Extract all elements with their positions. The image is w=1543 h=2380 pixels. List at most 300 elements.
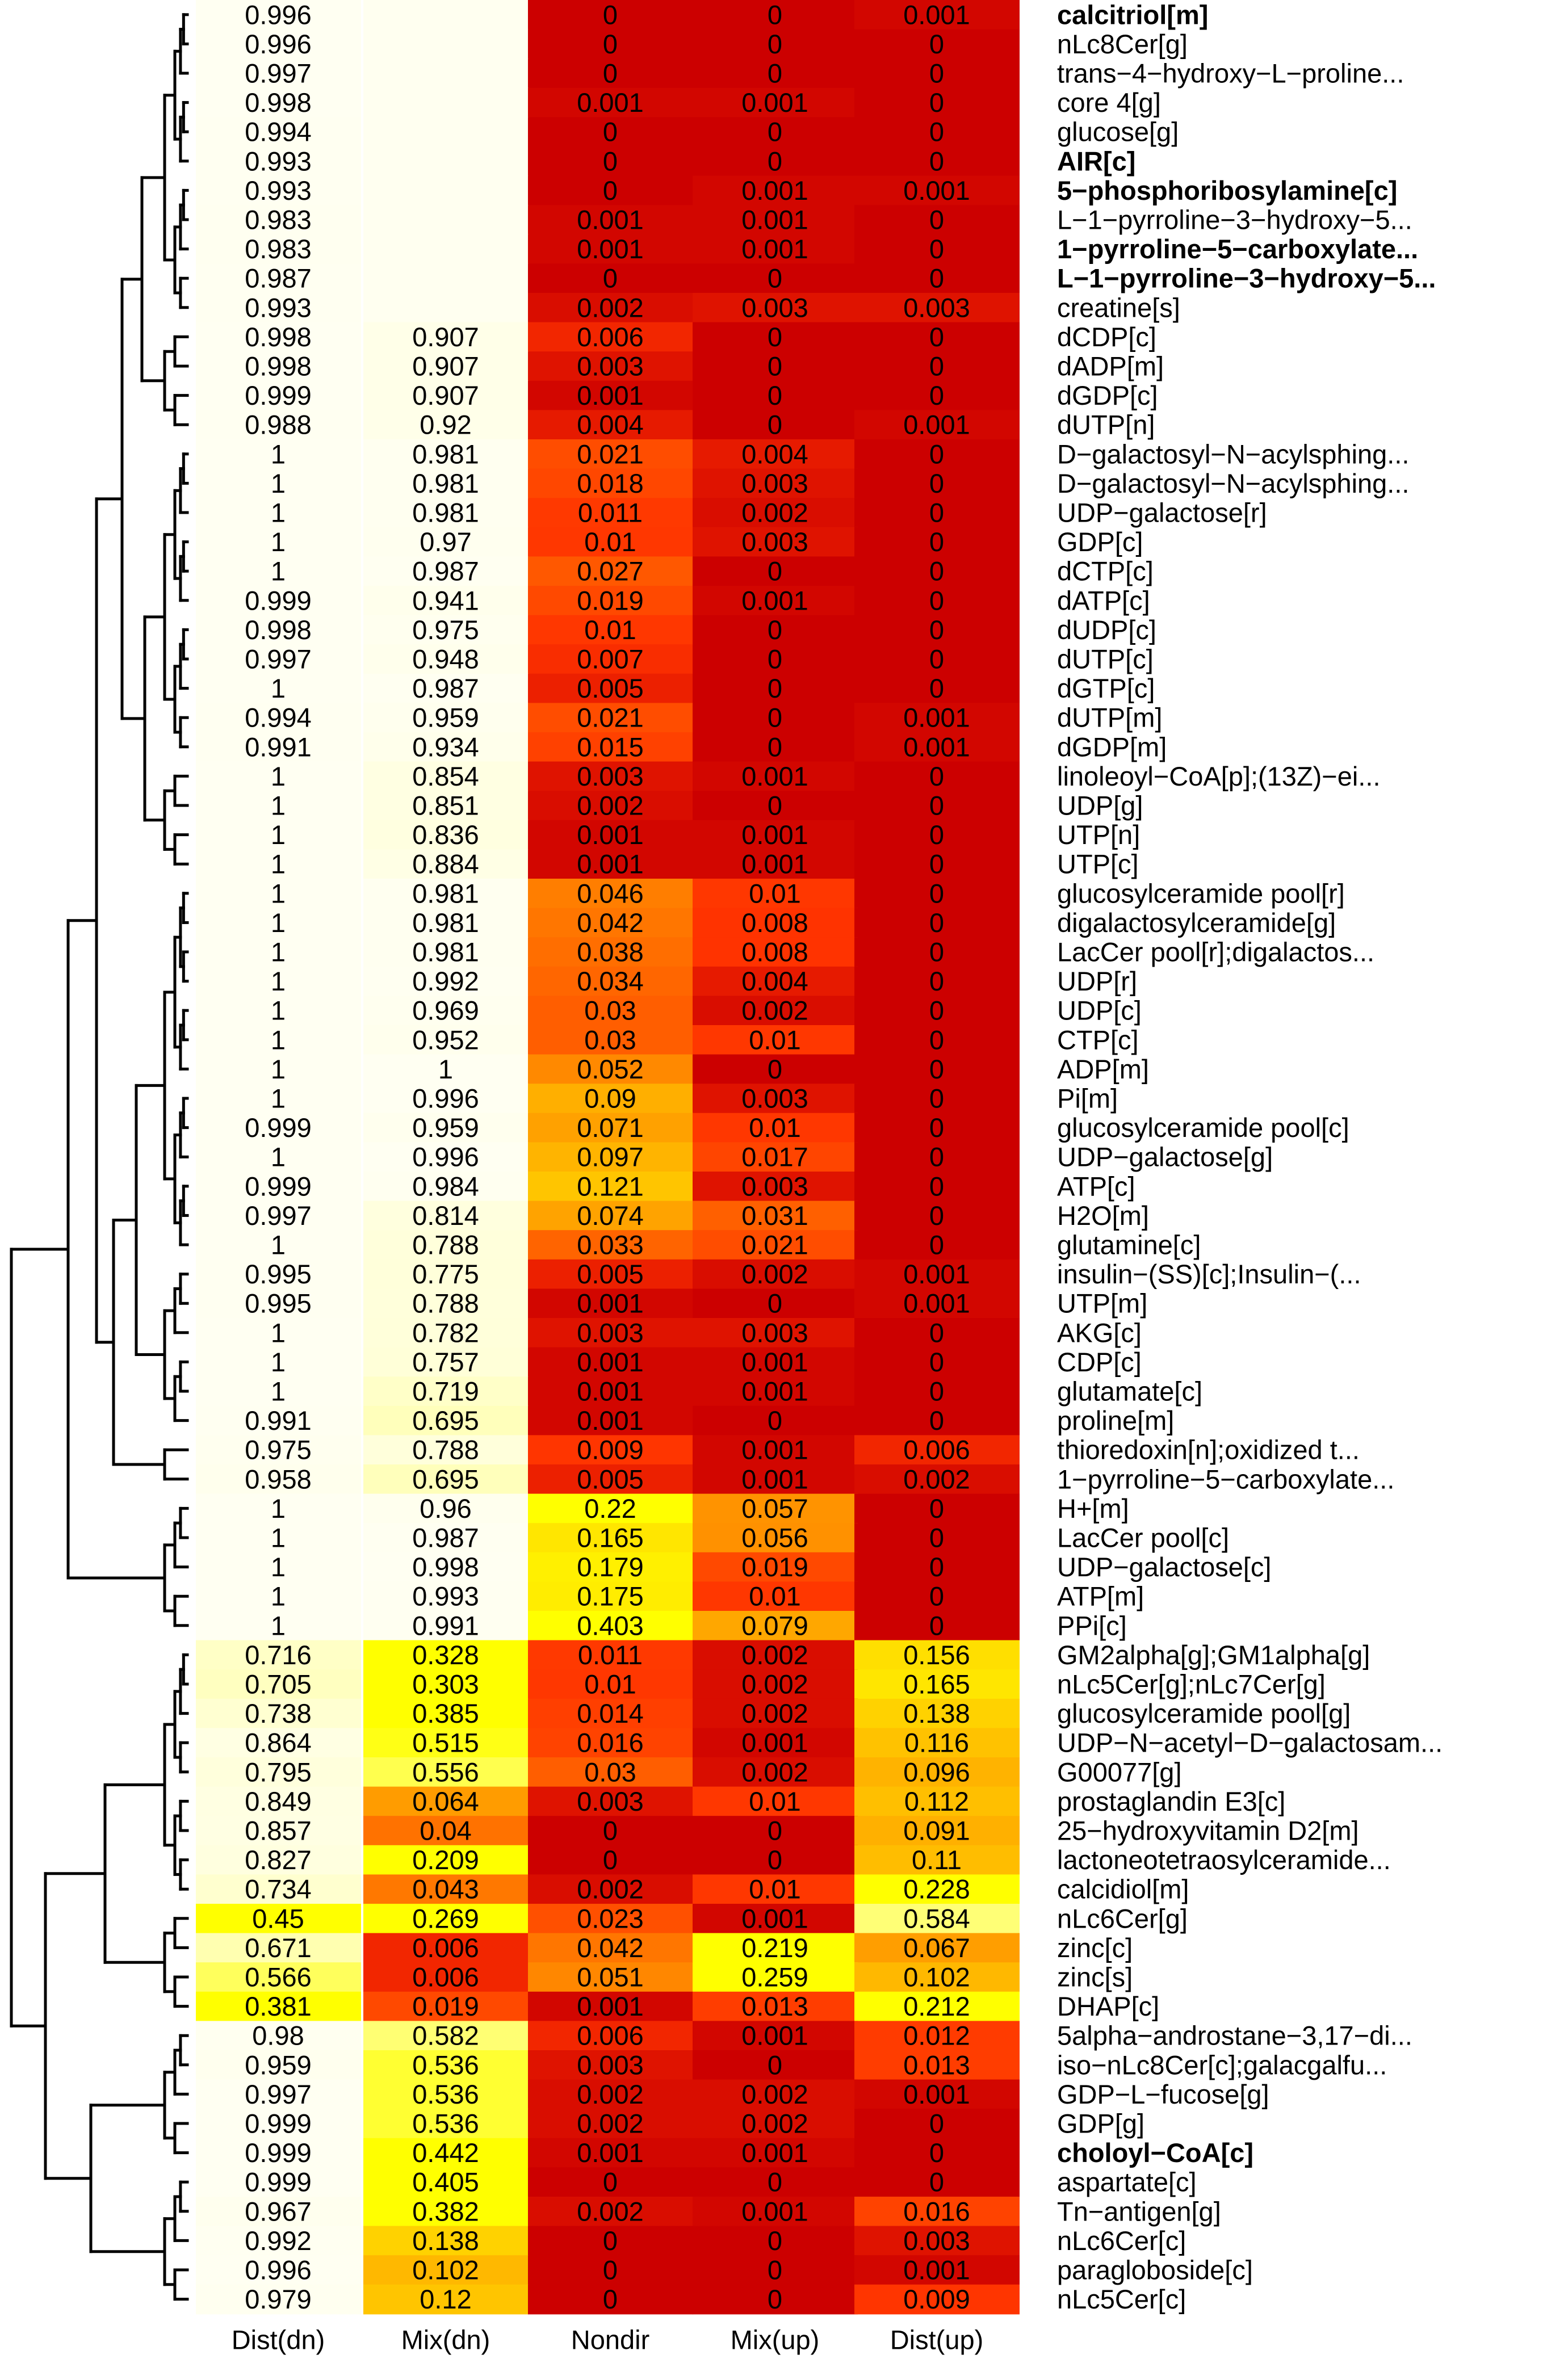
cell-value-label: 0.001: [577, 1346, 644, 1377]
cell-value-label: 0: [767, 58, 783, 89]
cell-value-label: 0: [929, 263, 945, 293]
row-label: dCTP[c]: [1057, 556, 1154, 586]
cell-value-label: 1: [270, 790, 286, 821]
cell-value-label: 0.001: [577, 820, 644, 850]
cell-value-label: 0.005: [577, 1259, 644, 1290]
cell-value-label: 1: [270, 761, 286, 791]
cell-value-label: 0.102: [903, 1962, 970, 1992]
column-label: Nondir: [571, 2324, 650, 2355]
cell-value-label: 0.907: [412, 321, 479, 352]
cell-value-label: 0.001: [903, 1288, 970, 1319]
cell-value-label: 0.788: [412, 1434, 479, 1465]
cell-value-label: 0.001: [577, 1376, 644, 1407]
cell-value-label: 0: [929, 644, 945, 674]
cell-value-label: 0.002: [577, 790, 644, 821]
cell-value-label: 0.019: [412, 1991, 479, 2022]
cell-value-label: 0.969: [412, 995, 479, 1026]
cell-value-label: 0: [602, 2167, 618, 2197]
cell-value-label: 1: [270, 1053, 286, 1084]
cell-value-label: 0: [767, 380, 783, 411]
cell-value-label: 0.952: [412, 1025, 479, 1055]
row-label: DHAP[c]: [1057, 1991, 1160, 2022]
cell-value-label: 0.993: [245, 292, 312, 323]
cell-value-label: 0: [602, 263, 618, 293]
row-label: dUTP[c]: [1057, 644, 1154, 674]
row-label: glucose[g]: [1057, 116, 1179, 147]
column-label: Mix(dn): [401, 2324, 490, 2355]
cell-value-label: 0: [602, 2284, 618, 2315]
cell-value-label: 0.04: [420, 1815, 472, 1846]
cell-value-label: 0: [929, 1493, 945, 1523]
cell-value-label: 0.219: [741, 1932, 808, 1963]
row-label: zinc[s]: [1057, 1962, 1133, 1992]
cell-value-label: 0: [929, 966, 945, 997]
cell-value-label: 0: [929, 527, 945, 557]
cell-value-label: 0: [929, 1053, 945, 1084]
cell-value-label: 0.03: [584, 1025, 636, 1055]
heatmap-cell: [363, 58, 529, 89]
row-label: 5alpha−androstane−3,17−di...: [1057, 2020, 1412, 2051]
cell-value-label: 0.991: [245, 732, 312, 762]
row-label: dUTP[n]: [1057, 409, 1155, 440]
cell-value-label: 0.001: [577, 204, 644, 235]
row-labels: [1057, 0, 1443, 2314]
cell-value-label: 0.01: [749, 1025, 801, 1055]
cell-value-label: 0.854: [412, 761, 479, 791]
cell-value-label: 0.001: [903, 0, 970, 30]
cell-value-label: 0.999: [245, 585, 312, 616]
cell-value-label: 0: [929, 468, 945, 498]
cell-value-label: 0.001: [903, 2079, 970, 2109]
row-label: AIR[c]: [1057, 146, 1136, 177]
cell-value-label: 0.998: [245, 351, 312, 381]
cell-value-label: 1: [270, 966, 286, 997]
heatmap-cell: [363, 293, 529, 323]
cell-value-label: 0: [767, 2255, 783, 2285]
heatmap-cell: [363, 205, 529, 235]
cell-value-label: 0.006: [577, 2020, 644, 2051]
cell-value-label: 0.001: [577, 2138, 644, 2168]
cell-value-label: 0.001: [741, 2138, 808, 2168]
cell-value-label: 0: [929, 673, 945, 704]
cell-value-label: 0.996: [412, 1141, 479, 1172]
row-label: L−1−pyrroline−3−hydroxy−5...: [1057, 263, 1436, 293]
cell-value-label: 0.001: [577, 1991, 644, 2022]
row-label: UDP−N−acetyl−D−galactosam...: [1057, 1727, 1443, 1758]
cell-value-label: 0.002: [741, 2079, 808, 2109]
cell-value-label: 0: [929, 234, 945, 265]
cell-value-label: 0.584: [903, 1903, 970, 1934]
cell-value-label: 0.004: [741, 966, 808, 997]
row-label: glucosylceramide pool[c]: [1057, 1113, 1349, 1143]
row-label: glutamate[c]: [1057, 1376, 1203, 1407]
cell-value-label: 0: [767, 1845, 783, 1875]
cell-value-label: 1: [270, 878, 286, 909]
cell-value-label: 0.01: [584, 614, 636, 645]
column-label: Dist(dn): [231, 2324, 325, 2355]
cell-value-label: 0.012: [903, 2020, 970, 2051]
column-label: Mix(up): [730, 2324, 820, 2355]
cell-value-label: 0.019: [741, 1552, 808, 1583]
cell-value-label: 0.004: [577, 409, 644, 440]
cell-value-label: 0.695: [412, 1464, 479, 1495]
cell-value-label: 0.849: [245, 1786, 312, 1816]
row-label: UDP[g]: [1057, 790, 1143, 821]
cell-value-label: 0.705: [245, 1669, 312, 1699]
cell-value-label: 0.002: [741, 497, 808, 528]
cell-value-label: 0: [767, 2284, 783, 2315]
cell-value-label: 0.734: [245, 1874, 312, 1904]
cell-value-label: 0: [602, 2255, 618, 2285]
cell-value-label: 1: [270, 1025, 286, 1055]
cell-value-label: 1: [270, 907, 286, 938]
cell-value-label: 0.002: [577, 2108, 644, 2139]
cell-value-label: 0.907: [412, 351, 479, 381]
cell-value-label: 0.013: [741, 1991, 808, 2022]
cell-value-label: 0.11: [912, 1845, 962, 1875]
cell-value-label: 0.001: [741, 2020, 808, 2051]
cell-value-label: 1: [270, 497, 286, 528]
cell-value-label: 0.003: [577, 1317, 644, 1348]
cell-value-label: 0: [929, 1405, 945, 1436]
row-label: D−galactosyl−N−acylsphing...: [1057, 468, 1410, 498]
cell-value-label: 0: [767, 673, 783, 704]
cell-value-label: 0.984: [412, 1171, 479, 1202]
row-label: 1−pyrroline−5−carboxylate...: [1057, 1464, 1395, 1495]
cell-value-label: 0.001: [903, 732, 970, 762]
cell-value-label: 0.988: [245, 409, 312, 440]
cell-value-label: 0.042: [577, 1932, 644, 1963]
cell-value-label: 0.738: [245, 1698, 312, 1729]
cell-value-label: 0: [602, 1845, 618, 1875]
cell-value-label: 0.116: [904, 1727, 970, 1758]
cell-value-label: 0.001: [741, 234, 808, 265]
cell-value-label: 0: [929, 907, 945, 938]
cell-value-label: 0.98: [252, 2020, 304, 2051]
row-label: ATP[m]: [1057, 1581, 1144, 1611]
row-label: 5−phosphoribosylamine[c]: [1057, 175, 1398, 205]
cell-value-label: 0.001: [741, 175, 808, 205]
cell-value-label: 1: [270, 556, 286, 586]
row-dendrogram: [11, 15, 187, 2299]
cell-value-label: 0: [929, 849, 945, 879]
heatmap-cell: [363, 176, 529, 206]
cell-value-label: 0.179: [577, 1552, 644, 1583]
cell-value-label: 0.023: [577, 1903, 644, 1934]
cell-value-label: 0.003: [741, 527, 808, 557]
cell-value-label: 0.091: [903, 1815, 970, 1846]
cell-value-label: 0.042: [577, 907, 644, 938]
cell-value-label: 0: [929, 146, 945, 177]
cell-value-label: 0.995: [245, 1259, 312, 1290]
cell-value-label: 0.997: [245, 644, 312, 674]
row-label: zinc[c]: [1057, 1932, 1133, 1963]
cell-value-label: 1: [270, 1493, 286, 1523]
cell-value-label: 0.987: [412, 556, 479, 586]
cell-value-label: 0: [602, 116, 618, 147]
cell-value-label: 0.01: [749, 1786, 801, 1816]
row-label: nLc8Cer[g]: [1057, 28, 1188, 59]
cell-value-label: 0.934: [412, 732, 479, 762]
row-label: thioredoxin[n];oxidized t...: [1057, 1434, 1360, 1465]
cell-value-label: 0.22: [584, 1493, 636, 1523]
cell-value-label: 0.999: [245, 2108, 312, 2139]
cell-value-label: 0.536: [412, 2108, 479, 2139]
cell-value-label: 0.002: [577, 292, 644, 323]
cell-value-label: 0.001: [577, 1288, 644, 1319]
cell-value-label: 0.002: [903, 1464, 970, 1495]
cell-value-label: 0.556: [412, 1757, 479, 1787]
cell-value-label: 0.981: [412, 937, 479, 967]
cell-value-label: 0.995: [245, 1288, 312, 1319]
cell-value-label: 0.981: [412, 878, 479, 909]
cell-value-label: 0: [767, 2225, 783, 2256]
row-label: UTP[m]: [1057, 1288, 1148, 1319]
cell-value-label: 0: [929, 820, 945, 850]
cell-value-label: 0.983: [245, 204, 312, 235]
row-label: calcitriol[m]: [1057, 0, 1209, 30]
cell-value-label: 0.975: [412, 614, 479, 645]
cell-value-label: 0.018: [577, 468, 644, 498]
cell-value-label: 0.033: [577, 1229, 644, 1260]
cell-value-label: 0.021: [577, 439, 644, 469]
cell-value-label: 0.757: [412, 1346, 479, 1377]
cell-value-label: 0: [602, 28, 618, 59]
cell-value-label: 0.003: [577, 351, 644, 381]
heatmap-cell: [363, 0, 529, 30]
cell-value-label: 0.907: [412, 380, 479, 411]
cell-value-label: 0.003: [741, 1317, 808, 1348]
cell-value-label: 0.156: [903, 1639, 970, 1670]
cell-value-label: 0.01: [749, 878, 801, 909]
cell-value-label: 0.992: [245, 2225, 312, 2256]
row-label: UDP−galactose[c]: [1057, 1552, 1272, 1583]
cell-value-label: 0.001: [741, 2196, 808, 2227]
cell-value-label: 0.864: [245, 1727, 312, 1758]
cell-value-label: 0.987: [412, 673, 479, 704]
cell-value-label: 0.975: [245, 1434, 312, 1465]
cell-value-label: 0.987: [245, 263, 312, 293]
cell-value-label: 0.001: [903, 702, 970, 733]
row-label: GDP−L−fucose[g]: [1057, 2079, 1269, 2109]
cell-value-label: 0.056: [741, 1522, 808, 1553]
cell-value-label: 0.057: [741, 1493, 808, 1523]
cell-value-label: 0: [929, 87, 945, 118]
cell-value-label: 0.001: [741, 1434, 808, 1465]
row-label: glutamine[c]: [1057, 1229, 1201, 1260]
row-label: UDP−galactose[g]: [1057, 1141, 1273, 1172]
cell-value-label: 0.015: [577, 732, 644, 762]
cell-value-label: 0: [767, 614, 783, 645]
row-label: insulin−(SS)[c];Insulin−(...: [1057, 1259, 1361, 1290]
cell-value-label: 0.999: [245, 1171, 312, 1202]
cell-value-label: 0.01: [749, 1113, 801, 1143]
cell-value-label: 0.001: [577, 234, 644, 265]
row-label: trans−4−hydroxy−L−proline...: [1057, 58, 1404, 89]
column-label: Dist(up): [890, 2324, 984, 2355]
cell-value-label: 0.01: [584, 527, 636, 557]
row-label: H+[m]: [1057, 1493, 1129, 1523]
cell-value-label: 0.003: [903, 2225, 970, 2256]
cell-value-label: 0: [767, 2167, 783, 2197]
cell-value-label: 0: [767, 321, 783, 352]
cell-value-label: 0.102: [412, 2255, 479, 2285]
cell-value-label: 0: [929, 497, 945, 528]
cell-value-label: 0.003: [741, 468, 808, 498]
cell-value-label: 0: [929, 2108, 945, 2139]
cell-value-label: 0: [929, 1552, 945, 1583]
cell-value-label: 0.999: [245, 2167, 312, 2197]
cell-value-label: 0: [602, 0, 618, 30]
cell-value-label: 0.991: [412, 1610, 479, 1641]
cell-value-label: 0: [929, 1141, 945, 1172]
row-label: H2O[m]: [1057, 1200, 1149, 1231]
cell-value-label: 0.405: [412, 2167, 479, 2197]
cell-value-label: 0.981: [412, 497, 479, 528]
cell-value-label: 0.536: [412, 2050, 479, 2080]
cell-value-label: 0: [602, 146, 618, 177]
cell-value-label: 0.303: [412, 1669, 479, 1699]
cell-value-label: 0.836: [412, 820, 479, 850]
cell-value-label: 0: [929, 380, 945, 411]
cell-value-label: 0.941: [412, 585, 479, 616]
cell-value-label: 0.001: [903, 2255, 970, 2285]
cell-value-label: 0.987: [412, 1522, 479, 1553]
cell-value-label: 0.001: [741, 1903, 808, 1934]
row-label: UTP[n]: [1057, 820, 1141, 850]
cell-value-label: 0.043: [412, 1874, 479, 1904]
cell-value-label: 1: [270, 1581, 286, 1611]
row-label: dCDP[c]: [1057, 321, 1156, 352]
cell-value-label: 0.021: [741, 1229, 808, 1260]
cell-value-label: 1: [270, 527, 286, 557]
cell-value-label: 0.996: [245, 28, 312, 59]
cell-value-label: 1: [270, 1141, 286, 1172]
cell-value-label: 0: [929, 1025, 945, 1055]
cell-value-label: 0.997: [245, 58, 312, 89]
row-label: 1−pyrroline−5−carboxylate...: [1057, 234, 1419, 265]
cell-value-label: 0.209: [412, 1845, 479, 1875]
cell-value-label: 0: [767, 1405, 783, 1436]
cell-value-label: 0: [929, 790, 945, 821]
row-label: nLc5Cer[c]: [1057, 2284, 1186, 2315]
cell-value-label: 1: [270, 1610, 286, 1641]
cell-value-label: 0.998: [412, 1552, 479, 1583]
cell-value-label: 0.001: [741, 1464, 808, 1495]
cell-value-label: 0.996: [245, 2255, 312, 2285]
row-label: GDP[c]: [1057, 527, 1143, 557]
cell-value-label: 0.385: [412, 1698, 479, 1729]
cell-value-label: 0.959: [412, 702, 479, 733]
cell-value-label: 1: [270, 1346, 286, 1377]
cell-value-label: 1: [270, 1376, 286, 1407]
cell-value-label: 0.001: [741, 585, 808, 616]
cell-value-label: 0.003: [741, 292, 808, 323]
cell-value-label: 0.001: [741, 1346, 808, 1377]
cell-value-label: 0.004: [741, 439, 808, 469]
cell-value-label: 0.011: [577, 1639, 643, 1670]
cell-value-label: 0.999: [245, 1113, 312, 1143]
cell-value-label: 0: [929, 28, 945, 59]
cell-value-label: 0.403: [577, 1610, 644, 1641]
row-label: lactoneotetraosylceramide...: [1057, 1845, 1391, 1875]
cell-value-label: 0.003: [577, 1786, 644, 1816]
cell-value-label: 0.269: [412, 1903, 479, 1934]
row-label: LacCer pool[c]: [1057, 1522, 1230, 1553]
cell-value-label: 0: [929, 1610, 945, 1641]
cell-value-label: 0.021: [577, 702, 644, 733]
cell-value-label: 0.121: [577, 1171, 644, 1202]
cell-value-label: 0.009: [903, 2284, 970, 2315]
cell-value-label: 0.382: [412, 2196, 479, 2227]
cell-value-label: 0.002: [741, 2108, 808, 2139]
row-label: digalactosylceramide[g]: [1057, 907, 1336, 938]
cell-value-label: 0.998: [245, 321, 312, 352]
cell-value-label: 0: [929, 204, 945, 235]
cell-value-label: 0: [929, 321, 945, 352]
cell-value-label: 0.991: [245, 1405, 312, 1436]
row-label: ATP[c]: [1057, 1171, 1135, 1202]
cell-value-label: 0.006: [577, 321, 644, 352]
cell-value-label: 0: [767, 702, 783, 733]
cell-value-label: 0.795: [245, 1757, 312, 1787]
cell-value-label: 0: [767, 146, 783, 177]
row-label: UDP[r]: [1057, 966, 1137, 997]
cell-value-label: 0.09: [584, 1083, 636, 1114]
cell-value-label: 0: [767, 351, 783, 381]
row-label: dGDP[m]: [1057, 732, 1167, 762]
cell-value-label: 0.981: [412, 907, 479, 938]
cell-value-label: 0.001: [741, 87, 808, 118]
cell-value-label: 0.019: [577, 585, 644, 616]
cell-value-label: 0.997: [245, 1200, 312, 1231]
cell-value-label: 0: [929, 995, 945, 1026]
cell-value-label: 0: [767, 1053, 783, 1084]
cell-value-label: 0.695: [412, 1405, 479, 1436]
cell-value-label: 0.079: [741, 1610, 808, 1641]
cell-value-label: 0.671: [245, 1932, 312, 1963]
cell-value-label: 0.003: [903, 292, 970, 323]
cell-value-label: 0.002: [741, 1639, 808, 1670]
row-label: Tn−antigen[g]: [1057, 2196, 1221, 2227]
cell-value-label: 0.814: [412, 1200, 479, 1231]
cell-value-label: 0.002: [577, 1874, 644, 1904]
cell-value-label: 0.981: [412, 468, 479, 498]
cell-value-label: 0.212: [903, 1991, 970, 2022]
cell-value-label: 0: [929, 1200, 945, 1231]
cell-value-label: 0.228: [903, 1874, 970, 1904]
cell-value-label: 0: [929, 614, 945, 645]
cell-value-label: 0: [767, 0, 783, 30]
cell-value-label: 0.001: [741, 761, 808, 791]
cell-value-label: 0.001: [577, 849, 644, 879]
cell-value-label: 0.996: [245, 0, 312, 30]
cell-value-label: 0.01: [584, 1669, 636, 1699]
cell-value-label: 0.996: [412, 1083, 479, 1114]
cell-value-label: 0.071: [577, 1113, 644, 1143]
cell-value-label: 0.001: [577, 380, 644, 411]
cell-value-label: 0: [929, 1581, 945, 1611]
row-label: creatine[s]: [1057, 292, 1180, 323]
heatmap-cell: [363, 146, 529, 177]
cell-value-label: 0.112: [904, 1786, 970, 1816]
cell-value-label: 0.074: [577, 1200, 644, 1231]
row-label: LacCer pool[r];digalactos...: [1057, 937, 1375, 967]
cell-value-label: 0: [767, 2050, 783, 2080]
cell-value-label: 0.981: [412, 439, 479, 469]
cell-value-label: 0.993: [245, 175, 312, 205]
cell-value-label: 0.005: [577, 1464, 644, 1495]
